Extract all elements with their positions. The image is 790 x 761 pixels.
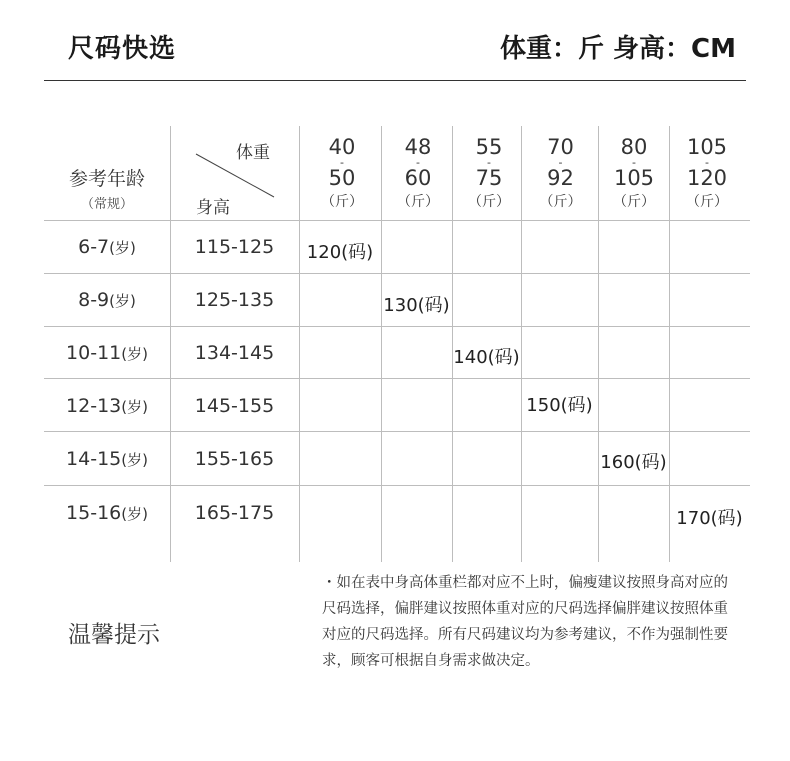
weight-col-header: 70 - 92 （斤） [523,136,598,211]
age-value: 15-16 [66,502,122,524]
tips-title: 温馨提示 [68,622,160,648]
age-value: 8-9 [78,289,110,311]
age-unit: (岁) [121,451,148,469]
size-cell: 140(码) [453,347,520,368]
weight-max: 50 [328,166,356,190]
height-cell: 165-175 [194,502,275,524]
size-cell: 170(码) [676,508,743,529]
weight-col-header: 48 - 60 （斤） [383,136,453,211]
height-header: 身高 [196,198,230,218]
weight-min: 80 [620,135,648,159]
age-unit: (岁) [121,398,148,416]
age-value: 14-15 [66,448,122,470]
weight-header: 体重 [236,143,270,163]
size-cell: 120(码) [306,242,374,263]
age-cell [44,448,170,470]
age-cell [44,502,170,524]
height-cell: 145-155 [194,395,275,417]
age-value: 12-13 [66,395,122,417]
weight-unit: （斤） [686,194,728,210]
weight-min: 70 [547,135,574,159]
weight-max: 92 [547,166,574,190]
age-unit: (岁) [121,345,148,363]
age-value: 10-11 [66,342,122,364]
weight-col-header: 80 - 105 （斤） [598,136,670,211]
weight-max: 60 [404,166,432,190]
weight-unit: （斤） [397,194,439,210]
size-cell: 130(码) [383,295,450,316]
units-label: 体重：斤 身高：CM [499,34,736,64]
page-title: 尺码快选 [68,34,177,64]
weight-min: 48 [404,135,432,159]
weight-min: 40 [328,135,356,159]
height-cell: 134-145 [194,342,275,364]
tips-text: ・如在表中身高体重栏都对应不上时，偏瘦建议按照身高对应的尺码选择，偏胖建议按照体重对应的尺码选择偏胖建议按照体重对应的尺码选择。所有尺码建议均为参考建议，不作为强制性要求，顾客可根据自身需求做决定。 [322,575,728,669]
height-cell: 115-125 [194,236,275,258]
age-value: 6-7 [78,236,110,258]
age-cell [44,395,170,417]
age-cell [44,289,170,311]
height-cell: 155-165 [194,448,275,470]
weight-col-header: 55 - 75 （斤） [454,136,524,211]
weight-unit: （斤） [321,194,363,210]
age-unit: (岁) [109,239,136,257]
height-cell: 125-135 [194,289,275,311]
weight-unit: （斤） [468,194,510,210]
age-cell [44,236,170,258]
weight-max: 120 [686,166,728,190]
weight-min: 105 [686,135,728,159]
age-cell [44,342,170,364]
weight-max: 105 [613,166,655,190]
age-unit: (岁) [121,505,148,523]
age-note: （常规） [80,197,133,212]
weight-unit: （斤） [539,194,582,210]
age-header: 参考年龄 [68,168,145,190]
weight-col-header: 40 - 50 （斤） [304,136,380,211]
size-cell: 160(码) [600,452,667,473]
weight-unit: （斤） [613,194,655,210]
age-unit: (岁) [109,292,136,310]
weight-min: 55 [475,135,503,159]
weight-col-header: 105 - 120 （斤） [670,136,744,211]
weight-max: 75 [475,166,503,190]
size-cell: 150(码) [526,395,593,416]
